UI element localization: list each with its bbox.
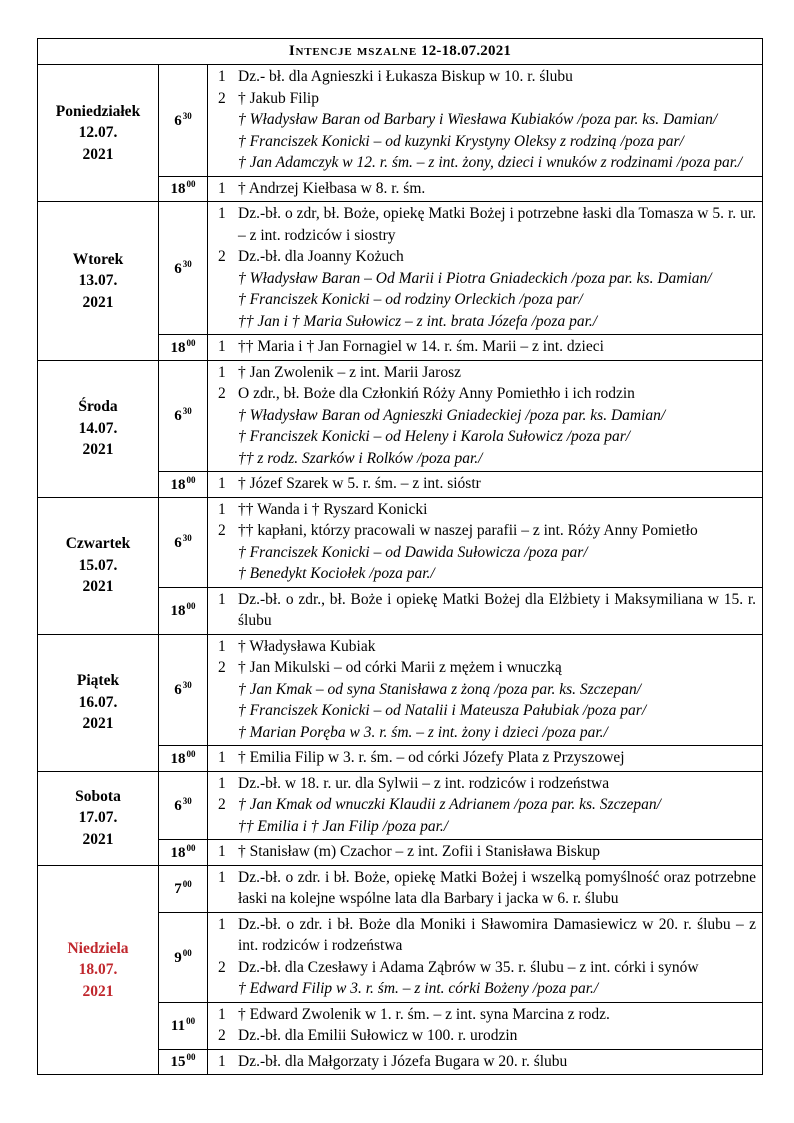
intention-line [212,1004,756,1026]
intention-text: † Franciszek Konicki – od kuzynki Krystyny Oleksy z rodziną /poza par/ [238,132,684,150]
mass-time [159,587,208,634]
mass-minutes: 00 [182,879,192,889]
mass-minutes: 00 [186,842,196,853]
intentions-cell [208,1002,763,1049]
intention-line [212,773,756,795]
mass-hour: 18 [170,844,186,861]
intention-text: Dz.-bł. w 18. r. ur. dla Sylwii – z int. rodziców i rodzeństwa [238,774,610,792]
intention-number: 1 [218,338,226,355]
day-name: Poniedziałek [55,102,141,120]
day-cell [38,202,159,361]
intention-line [212,66,756,88]
intention-text: Dz.-bł. dla Czesławy i Adama Ząbrów w 35. r. ślubu – z int. córki i synów [238,958,699,976]
mass-minutes: 00 [182,947,192,958]
intention-text: Dz.-bł. o zdr, bł. Boże, opiekę Matki Bożej i potrzebne łaski dla Tomasza w 5. r. ur. – z int. rodziców i siostry [238,205,757,244]
intention-text: † Franciszek Konicki – od Natalii i Mateusza Pałubiak /poza par/ [238,702,647,719]
mass-time [159,840,208,866]
mass-row [38,360,763,472]
intentions-cell [208,865,763,912]
mass-time [159,746,208,772]
mass-row [38,65,763,177]
intention-number: 1 [218,1005,226,1023]
intention-text: † Edward Filip w 3. r. śm. – z int. córki Bożeny /poza par./ [238,980,599,997]
day-year: 2021 [82,578,114,596]
intention-number: 1 [218,500,226,518]
mass-minutes: 00 [186,601,196,611]
intention-text: † Jan Mikulski – od córki Marii z mężem i wnuczką [238,659,562,676]
intention-text: Dz.-bł. dla Małgorzaty i Józefa Bugara w 20. r. ślubu [238,1052,568,1070]
intention-number: 1 [218,68,226,85]
day-cell [38,865,159,1075]
title-row [38,39,763,65]
intention-text: † Franciszek Konicki – od rodziny Orleckich /poza par/ [238,291,583,308]
intentions-cell [208,335,763,361]
intention-number: 2 [218,522,226,539]
day-date: 18.07. [78,961,118,978]
mass-hour: 6 [174,797,182,814]
intention-number: 1 [218,774,226,792]
mass-minutes: 30 [182,795,192,806]
intention-text: Dz.-bł. o zdr. i bł. Boże dla Moniki i Sławomira Damasiewicz w 20. r. ślubu – z int. rodziców i rodzeństwa [238,915,757,954]
day-date: 12.07. [78,124,118,142]
mass-row [38,202,763,335]
intention-line [212,109,756,131]
day-year: 2021 [82,441,114,459]
intention-number [212,978,238,1000]
mass-hour: 18 [170,339,186,356]
intention-number: 1 [218,205,226,222]
intention-text: † Józef Szarek w 5. r. śm. – z int. sióstr [238,475,481,492]
intentions-cell [208,472,763,498]
day-name: Sobota [75,787,121,805]
mass-hour: 11 [170,1018,186,1034]
mass-hour: 6 [174,534,182,551]
intention-number: 2 [218,248,226,265]
intention-line [212,311,756,333]
intentions-cell [208,1049,763,1075]
mass-time [159,65,208,177]
intention-number [212,448,238,470]
intention-number [212,700,238,722]
intention-line [212,636,756,658]
intention-line [212,563,756,585]
intention-text: †† Jan i † Maria Sułowicz – z int. brata Józefa /poza par./ [238,312,598,330]
intention-line [212,131,756,153]
intention-number: 2 [218,385,226,402]
title-caps: Intencje mszalne [288,43,418,59]
day-cell [38,771,159,865]
mass-hour: 7 [174,881,182,897]
intention-number: 2 [218,659,226,676]
intention-text: †† kapłani, którzy pracowali w naszej parafii – z int. Róży Anny Pomietło [238,522,698,539]
day-year: 2021 [82,293,114,311]
intention-line [212,589,756,632]
day-year: 2021 [82,982,114,1000]
intention-number [212,722,238,744]
mass-minutes: 30 [182,110,192,121]
day-name: Piątek [76,672,120,690]
intention-number: 1 [218,868,226,886]
day-name: Wtorek [72,250,124,268]
intention-line [212,362,756,384]
intention-text: † Franciszek Konicki – od Dawida Sułowicza /poza par/ [238,543,588,561]
intention-number: 1 [218,749,226,766]
intention-line [212,679,756,701]
intention-text: † Benedykt Kociołek /poza par./ [238,565,435,582]
day-date: 13.07. [78,272,118,289]
intention-number [212,426,238,448]
mass-minutes: 30 [182,258,192,269]
day-cell [38,497,159,634]
mass-hour: 18 [170,476,186,493]
mass-hour: 18 [170,750,186,767]
intention-line [212,499,756,521]
day-name: Niedziela [67,939,129,957]
intention-number: 2 [218,958,226,976]
intention-line [212,978,756,1000]
intention-text: †† Wanda i † Ryszard Konicki [238,500,428,518]
day-year: 2021 [82,830,114,848]
intention-line [212,1051,756,1073]
mass-minutes: 00 [186,1016,196,1026]
intention-text: † Jan Kmak – od syna Stanisława z żoną /poza par. ks. Szczepan/ [238,680,641,698]
day-date: 14.07. [78,419,118,437]
intention-line [212,1025,756,1047]
mass-time [159,912,208,1002]
day-date: 17.07. [78,809,118,827]
intention-number [212,563,238,585]
mass-minutes: 00 [186,474,196,485]
day-cell [38,634,159,771]
intention-text: † Andrzej Kiełbasa w 8. r. śm. [238,179,426,197]
intentions-cell [208,771,763,840]
intention-text: Dz.- bł. dla Agnieszki i Łukasza Biskup w 10. r. ślubu [238,68,573,85]
intention-text: † Władysława Kubiak [238,637,376,655]
intention-line [212,203,756,246]
intention-text: Dz.-bł. dla Joanny Kożuch [238,248,404,265]
mass-hour: 9 [174,949,182,966]
day-year: 2021 [82,145,114,163]
intention-line [212,152,756,174]
intention-line [212,957,756,979]
mass-minutes: 00 [186,748,196,759]
intention-number: 1 [218,590,226,608]
intention-text: † Jan Adamczyk w 12. r. śm. – z int. żony, dzieci i wnuków z rodzinami /poza par./ [238,154,743,171]
mass-time [159,360,208,472]
day-date: 16.07. [78,693,118,711]
intention-line [212,473,756,495]
intention-text: O zdr., bł. Boże dla Członkiń Róży Anny Pomiethło i ich rodzin [238,385,635,402]
intention-line [212,88,756,110]
mass-row [38,865,763,912]
intention-line [212,405,756,427]
mass-time [159,497,208,587]
intention-text: † Jakub Filip [238,89,319,107]
intention-line [212,383,756,405]
intention-number: 1 [218,363,226,381]
intention-number [212,311,238,333]
intention-text: Dz.-bł. dla Emilii Sułowicz w 100. r. urodzin [238,1027,518,1044]
intention-line [212,722,756,744]
intentions-cell [208,587,763,634]
mass-time [159,1049,208,1075]
intention-text: † Władysław Baran od Agnieszki Gniadeckiej /poza par. ks. Damian/ [238,406,666,424]
intentions-cell [208,176,763,202]
mass-time [159,1002,208,1049]
intention-line [212,336,756,358]
day-cell [38,65,159,202]
intention-number [212,542,238,564]
intentions-cell [208,65,763,177]
intention-line [212,289,756,311]
schedule-table [37,38,763,1075]
mass-time [159,865,208,912]
intentions-cell [208,746,763,772]
intention-text: † Władysław Baran od Barbary i Wiesława Kubiaków /poza par. ks. Damian/ [238,111,718,128]
page-title [38,39,763,65]
title-dates: 12-18.07.2021 [421,43,512,59]
day-name: Środa [78,398,118,416]
day-cell [38,360,159,497]
intention-line [212,246,756,268]
intention-number: 2 [218,1027,226,1044]
intention-text: † Jan Kmak od wnuczki Klaudii z Adrianem /poza par. ks. Szczepan/ [238,796,661,813]
intention-number: 1 [218,843,226,860]
mass-minutes: 00 [186,1052,196,1063]
mass-minutes: 30 [182,406,192,417]
intention-line [212,268,756,290]
intention-text: †† Emilia i † Jan Filip /poza par./ [238,817,449,835]
intention-line [212,794,756,816]
intention-text: Dz.-bł. o zdr. i bł. Boże, opiekę Matki Bożej i wszelką pomyślność oraz potrzebne łaski na kolejne wspólne lata dla Barbary i jacka w 6. r. ślubu [238,868,757,907]
intention-number [212,268,238,290]
mass-time [159,771,208,840]
mass-row [38,634,763,746]
intention-number [212,679,238,701]
intention-number: 2 [218,89,226,107]
mass-time [159,176,208,202]
intentions-cell [208,840,763,866]
intention-text: Dz.-bł. o zdr., bł. Boże i opiekę Matki Bożej dla Elżbiety i Maksymiliana w 15. r. ślubu [238,590,757,629]
intention-number [212,131,238,153]
mass-minutes: 00 [186,179,196,190]
intention-line [212,542,756,564]
intention-line [212,700,756,722]
intention-line [212,816,756,838]
mass-row [38,771,763,840]
mass-hour: 6 [174,682,182,699]
intention-number: 1 [218,475,226,492]
intention-number [212,816,238,838]
mass-hour: 6 [174,112,182,129]
intention-text: †† z rodz. Szarków i Rolków /poza par./ [238,449,483,467]
intention-number [212,152,238,174]
intention-text: † Władysław Baran – Od Marii i Piotra Gniadeckich /poza par. ks. Damian/ [238,269,712,287]
intention-text: †† Maria i † Jan Fornagiel w 14. r. śm. Marii – z int. dzieci [238,338,604,355]
mass-hour: 18 [170,181,186,198]
intention-line [212,520,756,542]
intention-text: † Stanisław (m) Czachor – z int. Zofii i Stanisława Biskup [238,843,601,860]
intention-line [212,178,756,200]
intention-line [212,657,756,679]
mass-minutes: 30 [182,680,192,691]
intentions-cell [208,202,763,335]
intention-number [212,109,238,131]
intention-number [212,405,238,427]
intention-number [212,289,238,311]
mass-row [38,497,763,587]
mass-minutes: 30 [182,532,192,543]
mass-time [159,472,208,498]
day-date: 15.07. [78,556,118,574]
intention-number: 2 [218,796,226,813]
mass-time [159,335,208,361]
intention-text: † Jan Zwolenik – z int. Marii Jarosz [238,363,461,381]
day-name: Czwartek [65,535,131,553]
intentions-cell [208,497,763,587]
intention-number: 1 [218,179,226,197]
mass-hour: 18 [170,603,186,619]
mass-time [159,634,208,746]
intention-text: † Marian Poręba w 3. r. śm. – z int. żony i dzieci /poza par./ [238,723,608,741]
mass-hour: 15 [170,1054,186,1071]
intentions-cell [208,360,763,472]
intention-number: 1 [218,637,226,655]
mass-hour: 6 [174,408,182,425]
mass-minutes: 00 [186,337,196,348]
schedule-sheet [37,38,762,1075]
intention-number: 1 [218,915,226,933]
intention-line [212,841,756,863]
intention-line [212,448,756,470]
intention-text: † Franciszek Konicki – od Heleny i Karola Sułowicz /poza par/ [238,428,631,445]
intention-line [212,914,756,957]
day-year: 2021 [82,715,114,733]
mass-hour: 6 [174,260,182,277]
intention-text: † Emilia Filip w 3. r. śm. – od córki Józefy Plata z Przyszowej [238,749,625,766]
intention-line [212,747,756,769]
intentions-cell [208,912,763,1002]
intention-text: † Edward Zwolenik w 1. r. śm. – z int. syna Marcina z rodz. [238,1005,610,1023]
intention-number: 1 [218,1052,226,1070]
intention-line [212,867,756,910]
mass-time [159,202,208,335]
intentions-cell [208,634,763,746]
intention-line [212,426,756,448]
